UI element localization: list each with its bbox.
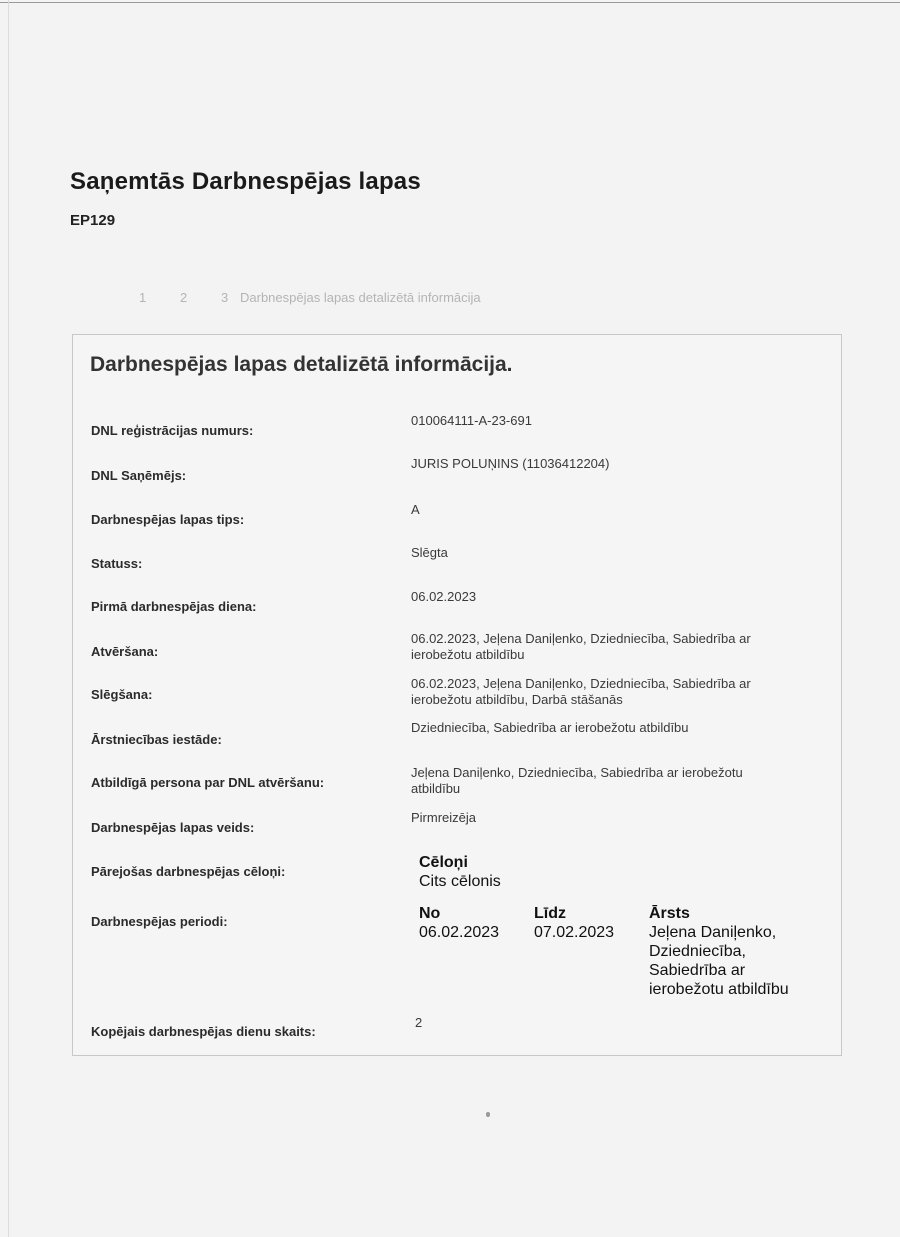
field-label: Slēgšana: [91,687,153,702]
field-label: Kopējais darbnespējas dienu skaits: [91,1024,316,1039]
field-label: Darbnespējas lapas tips: [91,512,245,527]
periods-table [419,904,819,1004]
causes-header: Cēloņi [419,854,468,871]
causes-block [419,853,819,891]
field-label: Pārejošas darbnespējas cēloņi: [91,864,286,879]
periods-cell-from: 06.02.2023 [419,924,500,941]
field-value: Jeļena Daniļenko, Dziedniecība, Sabiedrība ar ierobežotu atbildību [411,765,743,796]
field-value: Dziedniecība, Sabiedrība ar ierobežotu atbildību [411,720,689,735]
field-label: Darbnespējas periodi: [91,914,228,929]
periods-cell-to: 07.02.2023 [534,924,615,941]
scan-edge [8,0,9,1237]
step-3-label: Darbnespējas lapas detalizētā informācija [240,290,481,305]
periods-col-doctor [649,904,809,999]
field-label: Atbildīgā persona par DNL atvēršanu: [91,775,325,790]
page-title: Saņemtās Darbnespējas lapas [70,168,421,195]
step-3[interactable]: 3 [221,290,229,305]
periods-col-to [534,904,614,942]
page-code: EP129 [70,212,116,229]
field-label: Atvēršana: [91,644,159,659]
field-value: 06.02.2023 [411,589,477,604]
periods-header-to: Līdz [534,905,566,922]
field-value: 06.02.2023, Jeļena Daniļenko, Dziedniecība, Sabiedrība ar ierobežotu atbildību, Darbā stāšanās [411,676,751,707]
step-2[interactable]: 2 [180,290,188,305]
scan-speck [486,1112,490,1117]
field-label: DNL Saņēmējs: [91,468,187,483]
field-value: Slēgta [411,545,448,560]
periods-header-doctor: Ārsts [649,905,690,922]
field-value: 06.02.2023, Jeļena Daniļenko, Dziedniecība, Sabiedrība ar ierobežotu atbildību [411,631,751,662]
periods-header-from: No [419,905,441,922]
field-value: JURIS POLUŅINS (11036412204) [411,456,610,471]
field-label: Statuss: [91,556,143,571]
details-card [72,334,842,1056]
field-label: DNL reģistrācijas numurs: [91,423,254,438]
step-1[interactable]: 1 [139,290,147,305]
field-value: A [411,502,420,517]
card-title: Darbnespējas lapas detalizētā informācija. [90,353,513,376]
field-label: Ārstniecības iestāde: [91,732,222,747]
field-label: Pirmā darbnespējas diena: [91,599,257,614]
field-value: Pirmreizēja [411,810,477,825]
periods-col-from [419,904,499,942]
field-value: 2 [415,1015,423,1030]
field-value: 010064111-A-23-691 [411,413,532,428]
top-border-line [0,2,900,3]
field-label: Darbnespējas lapas veids: [91,820,255,835]
periods-cell-doctor: Jeļena Daniļenko, Dziedniecība, Sabiedrība ar ierobežotu atbildību [649,924,789,998]
causes-value: Cits cēlonis [419,873,501,890]
